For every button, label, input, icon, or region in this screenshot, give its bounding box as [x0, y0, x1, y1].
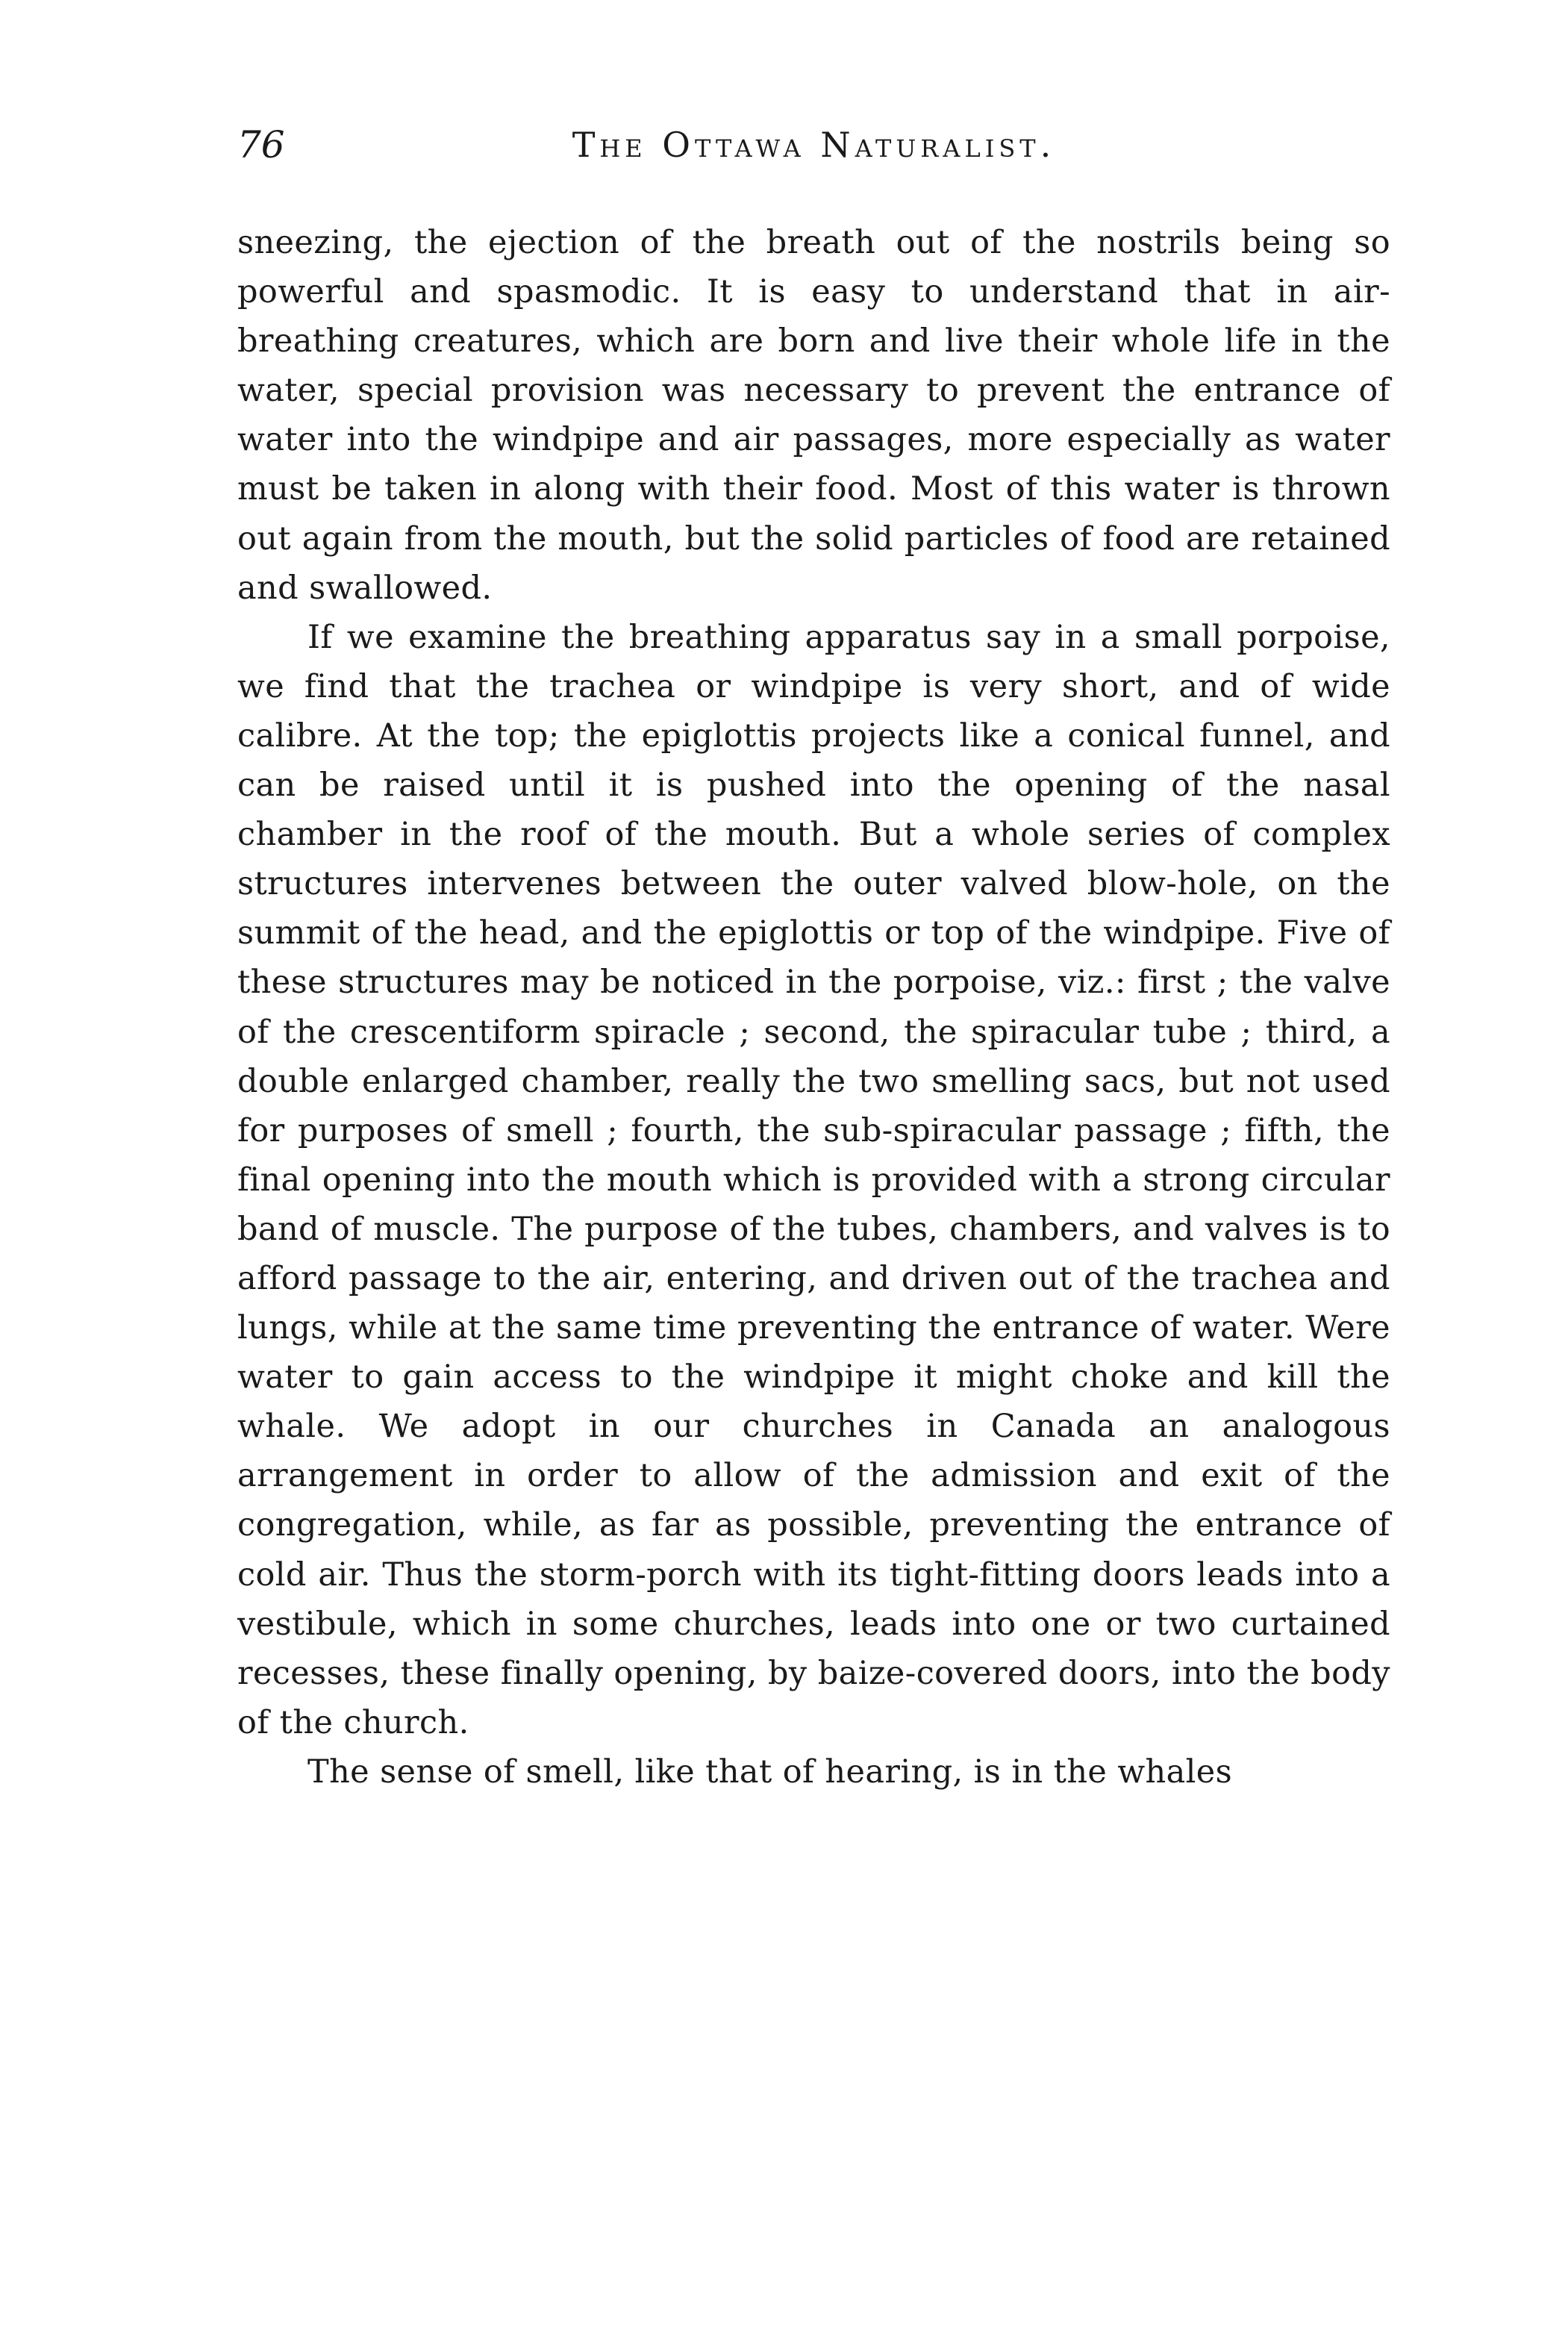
body-text — [237, 218, 1390, 1797]
page-number: 76 — [237, 123, 285, 166]
paragraph-breathing-apparatus: If we examine the breathing apparatus say in a small porpoise, we find that the trachea or windpipe is very short, and of wide calibre. At the top; the epiglottis projects like a conical funnel, and can be raised until it is pushed into the opening of the nasal chamber in the roof of the mouth. But a whole series of complex structures intervenes between the outer valved blow-hole, on the summit of the head, and the epiglottis or top of the windpipe. Five of these structures may be noticed in the porpoise, viz.: first ; the valve of the crescentiform spiracle ; second, the spiracular tube ; third, a double enlarged chamber, really the two smelling sacs, but not used for purposes of smell ; fourth, the sub-spiracular passage ; fifth, the final opening into the mouth which is provided with a strong circular band of muscle. The purpose of the tubes, chambers, and valves is to afford passage to the air, entering, and driven out of the trachea and lungs, while at the same time preventing the entrance of water. Were water to gain access to the windpipe it might choke and kill the whale. We adopt in our churches in Canada an analogous arrangement in order to allow of the admission and exit of the congregation, while, as far as possible, preventing the entrance of cold air. Thus the storm-porch with its tight-fitting doors leads into a vestibule, which in some churches, leads into one or two curtained recesses, these finally opening, by baize-covered doors, into the body of the church. — [237, 618, 1390, 1741]
running-head — [237, 115, 1390, 175]
journal-title: The Ottawa Naturalist. — [572, 125, 1056, 165]
paragraph-sense-of-smell: The sense of smell, like that of hearing, is in the whales — [307, 1753, 1233, 1791]
paragraph-continuation: sneezing, the ejection of the breath out of the nostrils being so powerful and spasmodic. It is easy to understand that in air-breathing creatures, which are born and live their whole life in the water, special provision was necessary to prevent the entrance of water into the windpipe and air passages, more especially as water must be taken in along with their food. Most of this water is thrown out again from the mouth, but the solid particles of food are retained and swallowed. — [237, 224, 1390, 607]
